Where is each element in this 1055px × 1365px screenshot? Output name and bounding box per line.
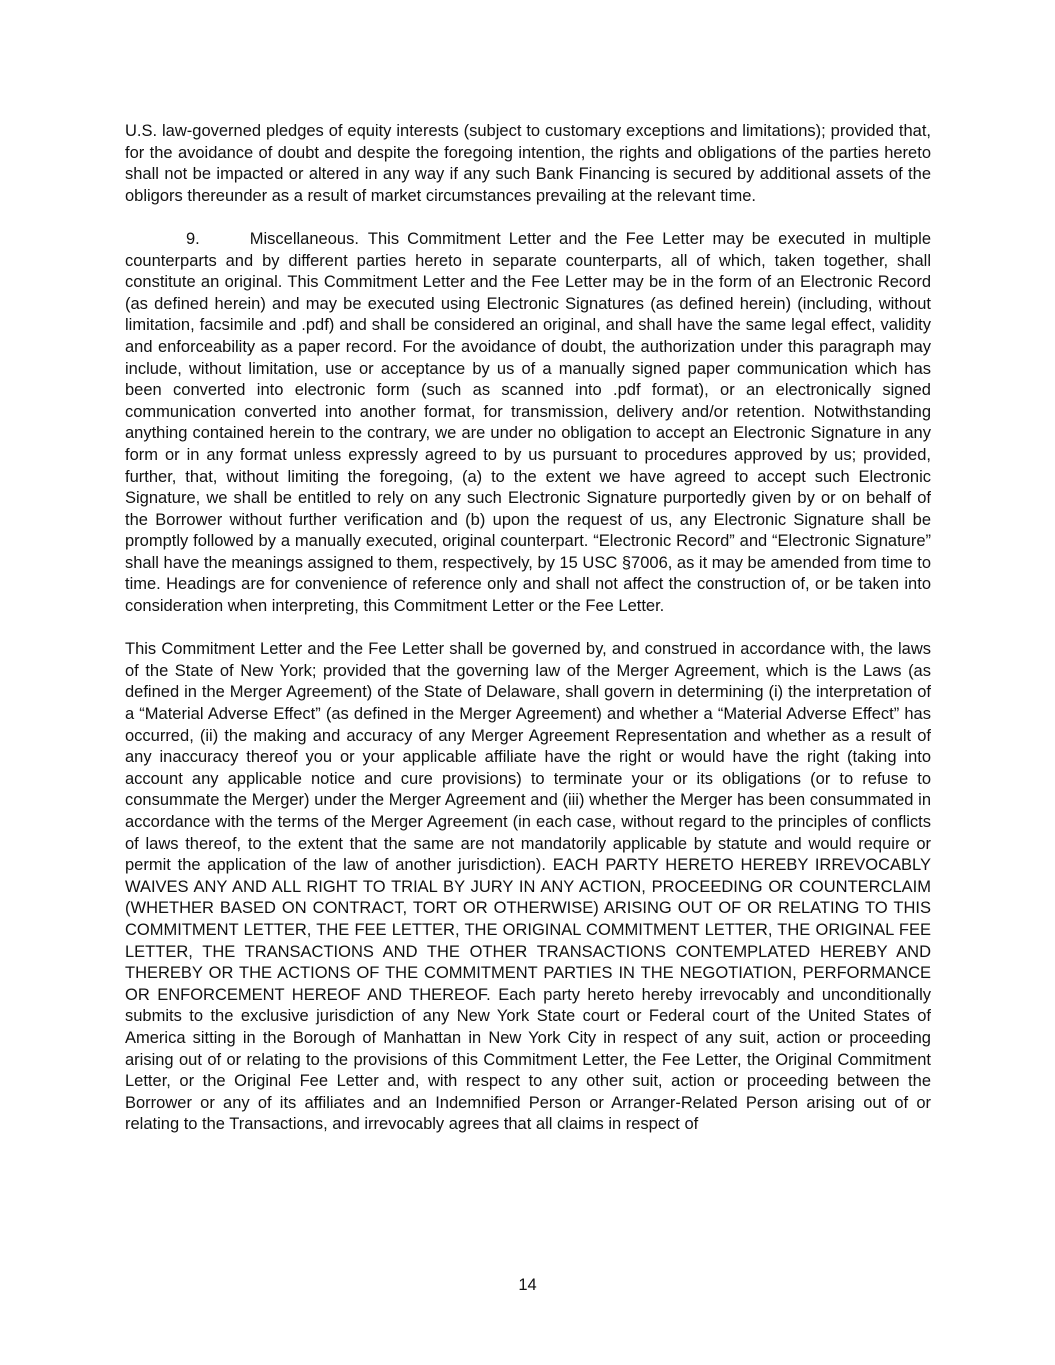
section-number: 9. xyxy=(186,229,200,248)
section-9-miscellaneous xyxy=(125,229,931,618)
governing-law-paragraph xyxy=(125,639,931,1136)
governing-law-tail-text: Each party hereto hereby irrevocably and unconditionally submits to the exclusive jurisdiction of any New York State court or Federal court of the United States of America sitting in the Borough of Manhattan in New York City in respect of any suit, action or proceeding arising out of or relating to the provisions of this Commitment Letter, the Fee Letter, the Original Commitment Letter, or the Original Fee Letter and, with respect to any other suit, action or proceeding between the Borrower or any of its affiliates and an Indemnified Person or Arranger-Related Person arising out of or relating to the Transactions, and irrevocably agrees that all claims in respect of xyxy=(125,985,931,1134)
page-number: 14 xyxy=(518,1276,537,1294)
paragraph-continuation: U.S. law-governed pledges of equity interests (subject to customary exceptions and limitations); provided that, for the avoidance of doubt and despite the foregoing intention, the rights and obligations of the parties hereto shall not be impacted or altered in any way if any such Bank Financing is secured by additional assets of the obligors thereunder as a result of market circumstances prevailing at the relevant time. xyxy=(125,122,931,205)
governing-law-lead-text: This Commitment Letter and the Fee Letter shall be governed by, and construed in accordance with, the laws of the State of New York; provided that the governing law of the Merger Agreement, which is the Laws (as defined in the Merger Agreement) of the State of Delaware, shall govern in determining (i) the interpretation of a “Material Adverse Effect” (as defined in the Merger Agreement) and whether a “Material Adverse Effect” has occurred, (ii) the making and accuracy of any Merger Agreement Representation and whether as a result of any inaccuracy thereof you or your applicable affiliate have the right or would have the right (taking into account any applicable notice and cure provisions) to terminate your or its obligations (or to refuse to consummate the Merger) under the Merger Agreement and (iii) whether the Merger has been consummated in accordance with the terms of the Merger Agreement (in each case, without regard to the principles of conflicts of laws thereof, to the extent that the same are not mandatorily applicable by statute and would require or permit the application of the law of another jurisdiction). xyxy=(125,640,931,875)
section-body-text: This Commitment Letter and the Fee Letter may be executed in multiple counterparts and by different parties hereto in separate counterparts, all of which, taken together, shall constitute an original. This Commitment Letter and the Fee Letter may be in the form of an Electronic Record (as defined herein) and may be executed using Electronic Signatures (as defined herein) (including, without limitation, facsimile and .pdf) and shall be considered an original, and shall have the same legal effect, validity and enforceability as a paper record. For the avoidance of doubt, the authorization under this paragraph may include, without limitation, use or acceptance by us of a manually signed paper communication which has been converted into electronic form (such as scanned into .pdf format), or an electronically signed communication converted into another format, for transmission, delivery and/or retention. Notwithstanding anything contained herein to the contrary, we are under no obligation to accept an Electronic Signature in any form or in any format unless expressly agreed to by us pursuant to procedures approved by us; provided, further, that, without limiting the foregoing, (a) to the extent we have agreed to accept such Electronic Signature, we shall be entitled to rely on any such Electronic Signature purportedly given by or on behalf of the Borrower without further verification and (b) upon the request of us, any Electronic Signature shall be promptly followed by a manually executed, original counterpart. “Electronic Record” and “Electronic Signature” shall have the meanings assigned to them, respectively, by 15 USC §7006, as it may be amended from time to time. Headings are for convenience of reference only and shall not affect the construction of, or be taken into consideration when interpreting, this Commitment Letter or the Fee Letter. xyxy=(125,229,931,616)
jury-trial-waiver-caps-text: EACH PARTY HERETO HEREBY IRREVOCABLY WAIVES ANY AND ALL RIGHT TO TRIAL BY JURY IN ANY ACTION, PROCEEDING OR COUNTERCLAIM (WHETHER BASED ON CONTRACT, TORT OR OTHERWISE) ARISING OUT OF OR RELATING TO THIS COMMITMENT LETTER, THE FEE LETTER, THE ORIGINAL COMMITMENT LETTER, THE ORIGINAL FEE LETTER, THE TRANSACTIONS AND THE OTHER TRANSACTIONS CONTEMPLATED HEREBY AND THEREBY OR THE ACTIONS OF THE COMMITMENT PARTIES IN THE NEGOTIATION, PERFORMANCE OR ENFORCEMENT HEREOF AND THEREOF. xyxy=(125,856,931,1004)
section-title: Miscellaneous. xyxy=(249,229,359,248)
document-body xyxy=(125,121,931,1158)
